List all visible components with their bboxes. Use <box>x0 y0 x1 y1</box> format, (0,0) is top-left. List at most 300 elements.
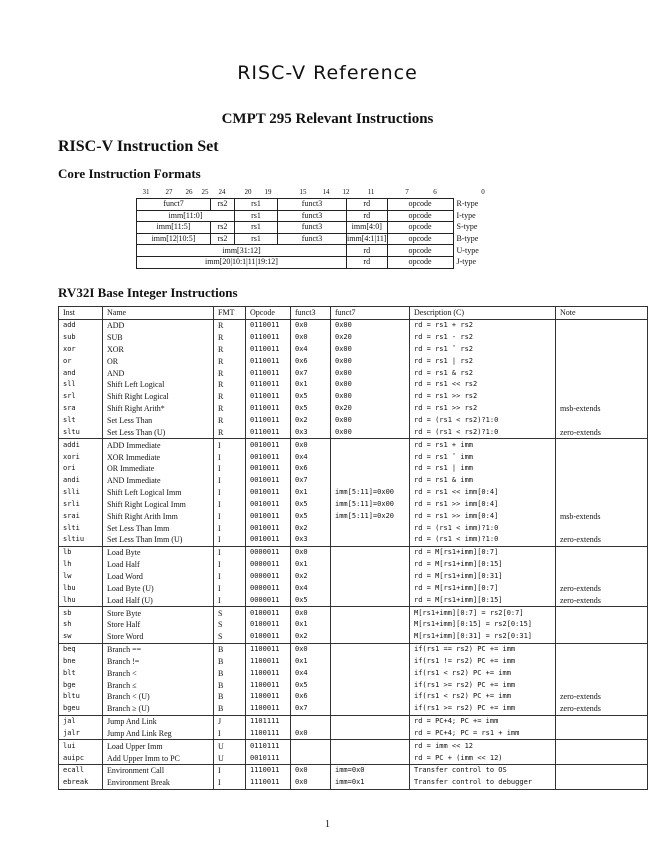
col-funct7-cell: imm=0x1 <box>331 777 410 789</box>
col-description-header: Description (C) <box>410 307 556 320</box>
col-name-cell: Branch < <box>103 667 214 679</box>
col-opcode-cell: 0000011 <box>246 546 291 558</box>
col-funct3-cell: 0x6 <box>291 691 331 703</box>
col-funct3-cell: 0x2 <box>291 522 331 534</box>
col-description-cell: rd = rs1 >> imm[0:4] <box>410 499 556 511</box>
col-funct3-cell: 0x4 <box>291 451 331 463</box>
col-fmt-cell: I <box>214 522 246 534</box>
col-funct3-cell: 0x0 <box>291 319 331 331</box>
col-note-cell <box>556 619 648 631</box>
table-row <box>59 571 648 583</box>
col-description-cell: rd = PC+4; PC = rs1 + imm <box>410 728 556 740</box>
format-field: imm[11:0] <box>137 210 235 222</box>
col-funct7-header: funct7 <box>331 307 410 320</box>
col-opcode-cell: 1110011 <box>246 777 291 789</box>
format-field: rs1 <box>235 199 278 211</box>
col-inst-cell: sw <box>59 631 103 643</box>
col-funct3-cell: 0x3 <box>291 534 331 546</box>
bit-label: 27 <box>165 188 173 196</box>
col-fmt-cell: R <box>214 391 246 403</box>
col-name-cell: OR <box>103 355 214 367</box>
col-note-cell: zero-extends <box>556 582 648 594</box>
col-inst-cell: xori <box>59 451 103 463</box>
col-funct7-cell: 0x00 <box>331 355 410 367</box>
col-funct7-cell <box>331 571 410 583</box>
col-fmt-header: FMT <box>214 307 246 320</box>
col-name-cell: Branch == <box>103 643 214 655</box>
col-name-cell: Load Byte (U) <box>103 582 214 594</box>
table-row <box>59 415 648 427</box>
col-inst-cell: bge <box>59 679 103 691</box>
format-field: rd <box>347 245 388 257</box>
col-name-cell: Shift Left Logical Imm <box>103 487 214 499</box>
col-funct3-cell: 0x5 <box>291 679 331 691</box>
col-name-cell: AND <box>103 367 214 379</box>
col-inst-cell: sh <box>59 619 103 631</box>
col-note-cell <box>556 379 648 391</box>
col-opcode-cell: 1100011 <box>246 655 291 667</box>
format-field: imm[31:12] <box>137 245 347 257</box>
col-funct7-cell <box>331 534 410 546</box>
col-funct7-cell: 0x00 <box>331 367 410 379</box>
col-opcode-cell: 0010011 <box>246 510 291 522</box>
col-description-cell: rd = (rs1 < imm)?1:0 <box>410 534 556 546</box>
col-inst-cell: bgeu <box>59 703 103 715</box>
col-funct3-cell: 0x5 <box>291 594 331 606</box>
col-funct7-cell <box>331 679 410 691</box>
col-name-cell: Store Word <box>103 631 214 643</box>
col-note-cell <box>556 463 648 475</box>
col-description-cell: rd = rs1 & rs2 <box>410 367 556 379</box>
table-row <box>59 765 648 777</box>
col-opcode-cell: 1101111 <box>246 715 291 727</box>
col-name-cell: Shift Right Arith* <box>103 403 214 415</box>
col-funct3-cell: 0x4 <box>291 582 331 594</box>
col-name-cell: Jump And Link Reg <box>103 728 214 740</box>
col-funct7-cell <box>331 728 410 740</box>
col-description-cell: rd = rs1 >> rs2 <box>410 391 556 403</box>
table-row <box>59 499 648 511</box>
format-row <box>137 256 542 268</box>
col-fmt-cell: U <box>214 740 246 752</box>
table-row <box>59 344 648 356</box>
bit-label: 0 <box>481 188 485 196</box>
col-name-cell: Branch ≤ <box>103 679 214 691</box>
format-field: funct3 <box>278 233 347 245</box>
col-funct7-cell: 0x00 <box>331 344 410 356</box>
col-note-cell <box>556 499 648 511</box>
col-fmt-cell: I <box>214 487 246 499</box>
format-row <box>137 222 542 234</box>
col-description-cell: M[rs1+imm][0:15] = rs2[0:15] <box>410 619 556 631</box>
format-field: funct3 <box>278 199 347 211</box>
format-field: imm[12|10:5] <box>137 233 211 245</box>
col-funct7-cell <box>331 582 410 594</box>
col-funct3-cell: 0x0 <box>291 439 331 451</box>
col-description-cell: rd = rs1 | rs2 <box>410 355 556 367</box>
col-fmt-cell: U <box>214 752 246 764</box>
col-name-cell: Set Less Than (U) <box>103 426 214 438</box>
col-opcode-cell: 0110011 <box>246 403 291 415</box>
col-description-cell: if(rs1 < rs2) PC += imm <box>410 691 556 703</box>
col-note-cell: zero-extends <box>556 426 648 438</box>
col-description-cell: rd = (rs1 < imm)?1:0 <box>410 522 556 534</box>
format-field: funct7 <box>137 199 211 211</box>
table-row <box>59 691 648 703</box>
col-description-cell: rd = (rs1 < rs2)?1:0 <box>410 426 556 438</box>
col-inst-cell: jalr <box>59 728 103 740</box>
col-funct3-cell <box>291 715 331 727</box>
col-funct3-cell: 0x0 <box>291 728 331 740</box>
col-note-cell <box>556 451 648 463</box>
col-funct3-cell: 0x7 <box>291 703 331 715</box>
col-note-cell <box>556 367 648 379</box>
col-funct3-cell: 0x2 <box>291 571 331 583</box>
table-row <box>59 451 648 463</box>
col-opcode-cell: 0000011 <box>246 559 291 571</box>
col-description-cell: rd = (rs1 < rs2)?1:0 <box>410 415 556 427</box>
col-opcode-cell: 1100111 <box>246 728 291 740</box>
col-description-cell: rd = rs1 ˆ imm <box>410 451 556 463</box>
table-row <box>59 475 648 487</box>
section-heading: RISC-V Instruction Set <box>58 138 219 155</box>
col-funct7-cell: 0x00 <box>331 426 410 438</box>
col-opcode-cell: 0110011 <box>246 426 291 438</box>
col-fmt-cell: B <box>214 691 246 703</box>
table-row <box>59 355 648 367</box>
col-name-cell: Branch ≥ (U) <box>103 703 214 715</box>
col-inst-cell: sb <box>59 607 103 619</box>
col-funct3-cell: 0x4 <box>291 344 331 356</box>
col-funct3-cell: 0x4 <box>291 667 331 679</box>
format-type-label: I-type <box>456 210 476 220</box>
col-fmt-cell: R <box>214 379 246 391</box>
table-row <box>59 740 648 752</box>
col-note-cell <box>556 765 648 777</box>
format-field: rs2 <box>211 199 235 211</box>
table-row <box>59 777 648 789</box>
col-inst-cell: andi <box>59 475 103 487</box>
col-name-cell: Shift Right Logical Imm <box>103 499 214 511</box>
format-field: opcode <box>387 210 453 222</box>
table-row <box>59 426 648 438</box>
col-name-cell: Add Upper Imm to PC <box>103 752 214 764</box>
format-field: rd <box>347 199 388 211</box>
col-description-cell: Transfer control to OS <box>410 765 556 777</box>
format-field: opcode <box>387 245 453 257</box>
table-row <box>59 403 648 415</box>
col-funct3-cell: 0x6 <box>291 355 331 367</box>
col-description-cell: Transfer control to debugger <box>410 777 556 789</box>
col-funct3-cell: 0x0 <box>291 546 331 558</box>
col-funct7-cell <box>331 691 410 703</box>
table-row <box>59 510 648 522</box>
col-funct7-cell <box>331 475 410 487</box>
col-inst-cell: ori <box>59 463 103 475</box>
col-description-cell: rd = rs1 - rs2 <box>410 332 556 344</box>
table-row <box>59 379 648 391</box>
table-row <box>59 679 648 691</box>
col-inst-cell: lui <box>59 740 103 752</box>
col-funct7-cell: imm[5:11]=0x20 <box>331 510 410 522</box>
col-name-cell: Set Less Than <box>103 415 214 427</box>
col-name-header: Name <box>103 307 214 320</box>
col-inst-cell: sltiu <box>59 534 103 546</box>
col-opcode-cell: 0000011 <box>246 594 291 606</box>
col-name-cell: Environment Break <box>103 777 214 789</box>
col-note-cell <box>556 679 648 691</box>
col-funct7-cell <box>331 703 410 715</box>
table-row <box>59 667 648 679</box>
col-description-cell: rd = rs1 & imm <box>410 475 556 487</box>
bit-label: 31 <box>142 188 150 196</box>
col-inst-cell: slli <box>59 487 103 499</box>
col-note-cell <box>556 344 648 356</box>
format-field: rd <box>347 210 388 222</box>
col-funct3-cell: 0x0 <box>291 332 331 344</box>
col-note-cell <box>556 355 648 367</box>
col-opcode-cell: 1100011 <box>246 691 291 703</box>
table-row <box>59 703 648 715</box>
format-field: imm[4:0] <box>347 222 388 234</box>
col-name-cell: Load Upper Imm <box>103 740 214 752</box>
col-funct3-cell: 0x1 <box>291 559 331 571</box>
col-funct7-cell <box>331 439 410 451</box>
col-description-cell: if(rs1 < rs2) PC += imm <box>410 667 556 679</box>
table-row <box>59 643 648 655</box>
col-fmt-cell: I <box>214 475 246 487</box>
col-opcode-cell: 0010011 <box>246 522 291 534</box>
col-inst-cell: ebreak <box>59 777 103 789</box>
col-note-cell <box>556 332 648 344</box>
col-fmt-cell: I <box>214 728 246 740</box>
table-row <box>59 546 648 558</box>
col-fmt-cell: R <box>214 332 246 344</box>
col-funct7-cell <box>331 522 410 534</box>
col-note-cell <box>556 728 648 740</box>
core-formats-heading: Core Instruction Formats <box>58 166 201 181</box>
col-note-cell <box>556 475 648 487</box>
col-inst-cell: srli <box>59 499 103 511</box>
col-name-cell: Store Half <box>103 619 214 631</box>
col-inst-cell: sub <box>59 332 103 344</box>
table-row <box>59 463 648 475</box>
col-funct7-cell <box>331 655 410 667</box>
col-note-cell: msb-extends <box>556 403 648 415</box>
col-funct7-cell <box>331 740 410 752</box>
col-description-cell: if(rs1 != rs2) PC += imm <box>410 655 556 667</box>
bit-label: 7 <box>405 188 409 196</box>
bit-label: 14 <box>322 188 330 196</box>
col-fmt-cell: J <box>214 715 246 727</box>
format-field: opcode <box>387 233 453 245</box>
col-inst-cell: auipc <box>59 752 103 764</box>
col-fmt-cell: I <box>214 439 246 451</box>
col-name-cell: SUB <box>103 332 214 344</box>
format-type-label: S-type <box>456 222 478 232</box>
col-fmt-cell: R <box>214 355 246 367</box>
format-field: rs1 <box>235 210 278 222</box>
col-funct3-cell: 0x2 <box>291 631 331 643</box>
col-funct7-cell <box>331 559 410 571</box>
col-note-cell <box>556 439 648 451</box>
col-fmt-cell: B <box>214 703 246 715</box>
col-funct3-cell <box>291 740 331 752</box>
col-fmt-cell: S <box>214 619 246 631</box>
col-name-cell: ADD Immediate <box>103 439 214 451</box>
col-opcode-cell: 0000011 <box>246 582 291 594</box>
col-inst-cell: jal <box>59 715 103 727</box>
col-description-cell: if(rs1 >= rs2) PC += imm <box>410 703 556 715</box>
col-funct3-cell: 0x0 <box>291 607 331 619</box>
col-funct3-cell: 0x1 <box>291 379 331 391</box>
col-inst-cell: slti <box>59 522 103 534</box>
col-opcode-cell: 0010111 <box>246 752 291 764</box>
col-fmt-cell: I <box>214 582 246 594</box>
col-inst-cell: sltu <box>59 426 103 438</box>
col-inst-cell: slt <box>59 415 103 427</box>
col-note-header: Note <box>556 307 648 320</box>
format-field: opcode <box>387 199 453 211</box>
col-note-cell <box>556 740 648 752</box>
col-note-cell <box>556 607 648 619</box>
table-row <box>59 582 648 594</box>
col-note-cell: msb-extends <box>556 510 648 522</box>
col-description-cell: M[rs1+imm][0:7] = rs2[0:7] <box>410 607 556 619</box>
table-header-row <box>59 307 648 320</box>
col-fmt-cell: I <box>214 510 246 522</box>
col-fmt-cell: I <box>214 571 246 583</box>
col-name-cell: Load Half <box>103 559 214 571</box>
bit-label: 12 <box>342 188 350 196</box>
bit-label: 11 <box>367 188 375 196</box>
col-description-cell: if(rs1 >= rs2) PC += imm <box>410 679 556 691</box>
col-note-cell <box>556 546 648 558</box>
col-fmt-cell: I <box>214 765 246 777</box>
format-type-label: B-type <box>456 234 479 244</box>
col-funct7-cell <box>331 667 410 679</box>
col-description-cell: rd = rs1 + imm <box>410 439 556 451</box>
col-funct3-cell <box>291 752 331 764</box>
col-name-cell: Load Word <box>103 571 214 583</box>
table-row <box>59 594 648 606</box>
col-name-cell: Shift Right Arith Imm <box>103 510 214 522</box>
col-note-cell <box>556 522 648 534</box>
format-row <box>137 210 542 222</box>
col-funct3-cell: 0x1 <box>291 487 331 499</box>
col-note-cell: zero-extends <box>556 691 648 703</box>
col-funct3-cell: 0x0 <box>291 777 331 789</box>
col-opcode-cell: 0100011 <box>246 631 291 643</box>
col-name-cell: XOR Immediate <box>103 451 214 463</box>
instructions-table-wrap <box>58 306 648 790</box>
col-inst-header: Inst <box>59 307 103 320</box>
col-name-cell: Set Less Than Imm (U) <box>103 534 214 546</box>
col-description-cell: rd = M[rs1+imm][0:7] <box>410 546 556 558</box>
col-inst-cell: sll <box>59 379 103 391</box>
col-opcode-cell: 0010011 <box>246 475 291 487</box>
col-funct7-cell <box>331 594 410 606</box>
col-inst-cell: and <box>59 367 103 379</box>
format-row <box>137 245 542 257</box>
col-inst-cell: lw <box>59 571 103 583</box>
col-name-cell: Jump And Link <box>103 715 214 727</box>
col-name-cell: Branch != <box>103 655 214 667</box>
col-funct3-cell: 0x5 <box>291 391 331 403</box>
format-field: imm[20|10:1|11|19:12] <box>137 256 347 268</box>
document-title: RISC-V Reference <box>237 62 418 84</box>
col-funct7-cell <box>331 752 410 764</box>
bit-label: 25 <box>201 188 209 196</box>
col-inst-cell: add <box>59 319 103 331</box>
col-fmt-cell: I <box>214 499 246 511</box>
col-funct3-cell: 0x5 <box>291 510 331 522</box>
col-name-cell: Branch < (U) <box>103 691 214 703</box>
table-row <box>59 522 648 534</box>
core-formats-table-wrap <box>136 198 542 269</box>
col-name-cell: ADD <box>103 319 214 331</box>
col-name-cell: Shift Left Logical <box>103 379 214 391</box>
table-row <box>59 391 648 403</box>
col-funct7-cell <box>331 631 410 643</box>
col-opcode-cell: 0110011 <box>246 344 291 356</box>
col-description-cell: rd = rs1 >> rs2 <box>410 403 556 415</box>
page-number: 1 <box>325 819 330 830</box>
col-inst-cell: lbu <box>59 582 103 594</box>
col-fmt-cell: R <box>214 403 246 415</box>
col-opcode-cell: 1100011 <box>246 679 291 691</box>
format-field: imm[4:1|11] <box>347 234 387 244</box>
col-opcode-cell: 0110011 <box>246 415 291 427</box>
bit-label: 26 <box>185 188 193 196</box>
col-name-cell: Load Byte <box>103 546 214 558</box>
col-name-cell: Store Byte <box>103 607 214 619</box>
format-type-label: U-type <box>456 245 479 255</box>
col-name-cell: Shift Right Logical <box>103 391 214 403</box>
table-row <box>59 655 648 667</box>
format-type-label: R-type <box>456 199 479 209</box>
col-opcode-cell: 0110011 <box>246 379 291 391</box>
col-funct7-cell <box>331 451 410 463</box>
col-note-cell <box>556 415 648 427</box>
table-row <box>59 559 648 571</box>
col-name-cell: OR Immediate <box>103 463 214 475</box>
col-fmt-cell: B <box>214 655 246 667</box>
col-funct7-cell <box>331 619 410 631</box>
col-inst-cell: bne <box>59 655 103 667</box>
col-inst-cell: lh <box>59 559 103 571</box>
col-note-cell <box>556 319 648 331</box>
col-description-cell: if(rs1 == rs2) PC += imm <box>410 643 556 655</box>
col-description-cell: rd = M[rs1+imm][0:31] <box>410 571 556 583</box>
col-inst-cell: ecall <box>59 765 103 777</box>
col-description-cell: rd = rs1 ˆ rs2 <box>410 344 556 356</box>
col-opcode-cell: 0110111 <box>246 740 291 752</box>
col-note-cell: zero-extends <box>556 594 648 606</box>
instructions-table <box>58 306 648 790</box>
col-funct3-cell: 0x2 <box>291 415 331 427</box>
col-funct3-cell: 0x7 <box>291 367 331 379</box>
col-funct3-cell: 0x7 <box>291 475 331 487</box>
col-inst-cell: blt <box>59 667 103 679</box>
col-opcode-cell: 0010011 <box>246 463 291 475</box>
col-inst-cell: sra <box>59 403 103 415</box>
col-description-cell: rd = M[rs1+imm][0:15] <box>410 594 556 606</box>
col-funct7-cell: 0x00 <box>331 391 410 403</box>
col-funct7-cell: 0x00 <box>331 415 410 427</box>
col-opcode-cell: 0110011 <box>246 391 291 403</box>
col-fmt-cell: R <box>214 415 246 427</box>
